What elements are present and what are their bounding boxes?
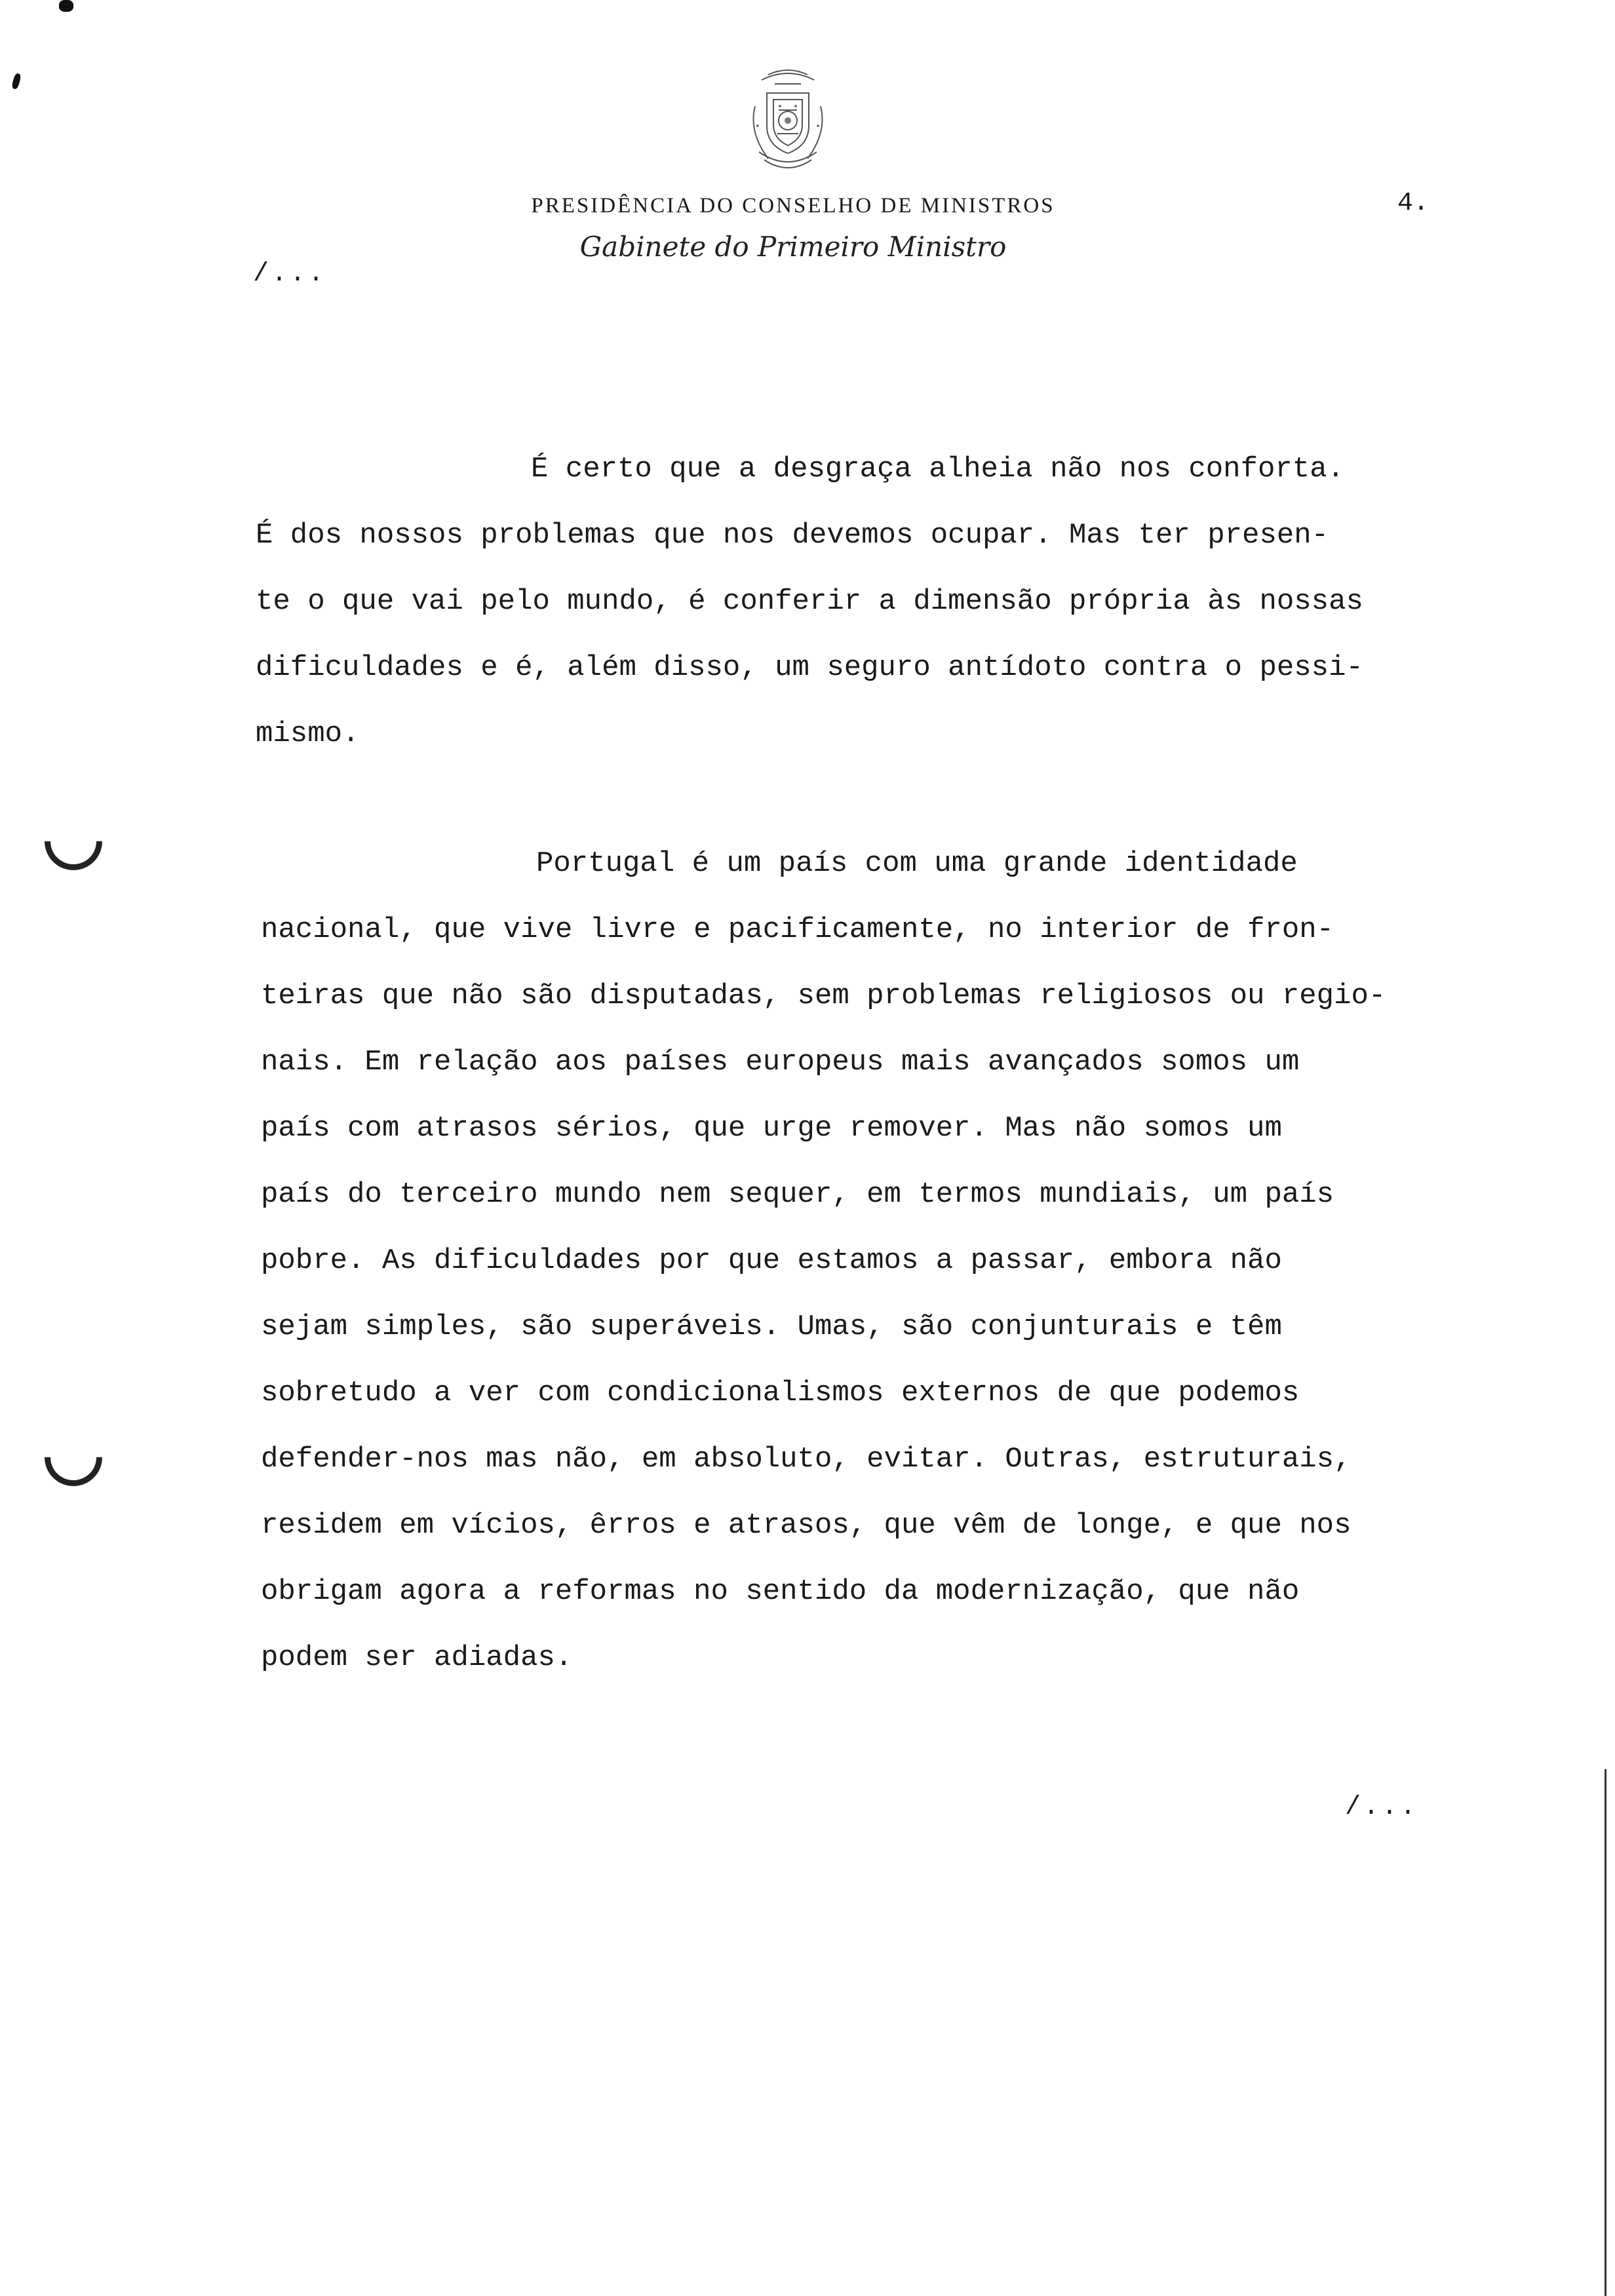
text-line: residem em vícios, êrros e atrasos, que vêm de longe, e que nos <box>261 1509 1352 1542</box>
paragraph-2 <box>261 831 1559 1691</box>
page-edge-line <box>1605 1769 1606 2296</box>
paragraph-1 <box>256 436 1553 767</box>
punch-hole-mark <box>33 801 114 882</box>
text-line: sejam simples, são superáveis. Umas, são conjunturais e têm <box>261 1311 1282 1343</box>
text-line: Portugal é um país com uma grande identidade <box>536 847 1298 880</box>
text-line: podem ser adiadas. <box>261 1641 573 1674</box>
text-line: pobre. As dificuldades por que estamos a passar, embora não <box>261 1244 1282 1277</box>
coat-of-arms-icon <box>735 60 840 178</box>
text-line: obrigam agora a reformas no sentido da modernização, que não <box>261 1575 1300 1608</box>
organization-name: PRESIDÊNCIA DO CONSELHO DE MINISTROS <box>531 194 1055 218</box>
page-number: 4. <box>1397 189 1430 218</box>
text-line: mismo. <box>256 718 360 750</box>
text-line: É dos nossos problemas que nos devemos ocupar. Mas ter presen- <box>256 519 1329 552</box>
text-line: te o que vai pelo mundo, é conferir a dimensão própria às nossas <box>256 585 1363 618</box>
continuation-marker-top: /... <box>253 259 327 289</box>
text-line: país com atrasos sérios, que urge remover. Mas não somos um <box>261 1112 1282 1145</box>
punch-hole-mark <box>33 1417 114 1498</box>
text-line: país do terceiro mundo nem sequer, em termos mundiais, um país <box>261 1178 1334 1211</box>
text-line: nais. Em relação aos países europeus mais avançados somos um <box>261 1046 1300 1079</box>
scan-speck <box>11 73 22 90</box>
text-line: nacional, que vive livre e pacificamente, no interior de fron- <box>261 913 1334 946</box>
office-name: Gabinete do Primeiro Ministro <box>579 231 1007 263</box>
continuation-marker-bottom: /... <box>1345 1793 1419 1822</box>
text-line: teiras que não são disputadas, sem problemas religiosos ou regio- <box>261 980 1386 1012</box>
text-line: É certo que a desgraça alheia não nos conforta. <box>531 453 1345 486</box>
scan-speck <box>59 0 73 12</box>
text-line: defender-nos mas não, em absoluto, evitar. Outras, estruturais, <box>261 1443 1352 1476</box>
text-line: dificuldades e é, além disso, um seguro antídoto contra o pessi- <box>256 651 1363 684</box>
text-line: sobretudo a ver com condicionalismos externos de que podemos <box>261 1377 1300 1409</box>
